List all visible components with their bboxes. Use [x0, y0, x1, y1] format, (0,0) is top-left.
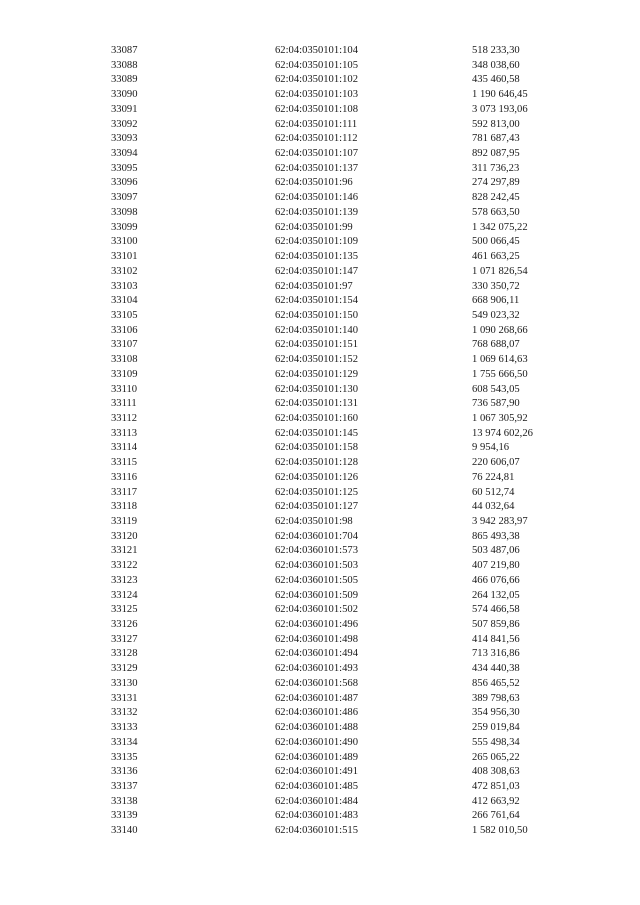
cadastral-number: 62:04:0360101:509 — [275, 589, 358, 601]
cadastral-value: 828 242,45 — [472, 192, 520, 204]
cadastral-value: 330 350,72 — [472, 280, 520, 292]
table-row — [0, 456, 640, 471]
cadastral-value: 274 297,89 — [472, 177, 520, 189]
cadastral-number: 62:04:0360101:489 — [275, 751, 358, 763]
cadastral-value: 311 736,23 — [472, 162, 520, 174]
row-number: 33097 — [111, 192, 138, 204]
cadastral-value: 389 798,63 — [472, 692, 520, 704]
cadastral-number: 62:04:0350101:112 — [275, 133, 358, 145]
cadastral-value: 259 019,84 — [472, 722, 520, 734]
row-number: 33113 — [111, 427, 138, 439]
cadastral-value: 549 023,32 — [472, 309, 520, 321]
table-row — [0, 73, 640, 88]
table-row — [0, 574, 640, 589]
row-number: 33105 — [111, 309, 138, 321]
table-row — [0, 427, 640, 442]
row-number: 33109 — [111, 368, 138, 380]
table-row — [0, 824, 640, 839]
cadastral-value: 9 954,16 — [472, 442, 510, 454]
cadastral-value: 220 606,07 — [472, 457, 520, 469]
table-row — [0, 221, 640, 236]
table-row — [0, 147, 640, 162]
row-number: 33139 — [111, 810, 138, 822]
table-row — [0, 721, 640, 736]
row-number: 33127 — [111, 633, 138, 645]
row-number: 33107 — [111, 339, 138, 351]
table-row — [0, 280, 640, 295]
row-number: 33115 — [111, 457, 138, 469]
cadastral-value: 407 219,80 — [472, 560, 520, 572]
row-number: 33119 — [111, 516, 138, 527]
cadastral-number: 62:04:0350101:146 — [275, 192, 358, 204]
cadastral-number: 62:04:0350101:154 — [275, 295, 358, 307]
cadastral-value: 408 308,63 — [472, 766, 520, 778]
row-number: 33118 — [111, 501, 138, 513]
row-number: 33106 — [111, 324, 138, 336]
row-number: 33138 — [111, 795, 138, 807]
row-number: 33137 — [111, 780, 138, 792]
table-row — [0, 515, 640, 530]
cadastral-value: 1 342 075,22 — [472, 221, 528, 233]
cadastral-value: 668 906,11 — [472, 295, 520, 307]
cadastral-number: 62:04:0350101:160 — [275, 412, 358, 424]
table-row — [0, 383, 640, 398]
row-number: 33110 — [111, 383, 138, 395]
cadastral-number: 62:04:0360101:496 — [275, 619, 358, 631]
cadastral-value: 414 841,56 — [472, 633, 520, 645]
table-row — [0, 677, 640, 692]
table-row — [0, 706, 640, 721]
cadastral-value: 608 543,05 — [472, 383, 520, 395]
table-row — [0, 44, 640, 59]
row-number: 33129 — [111, 663, 138, 675]
cadastral-number: 62:04:0350101:99 — [275, 221, 353, 233]
row-number: 33098 — [111, 206, 138, 218]
table-row — [0, 780, 640, 795]
cadastral-value: 472 851,03 — [472, 780, 520, 792]
cadastral-value: 466 076,66 — [472, 574, 520, 586]
table-row — [0, 118, 640, 133]
cadastral-number: 62:04:0360101:568 — [275, 677, 358, 689]
cadastral-value: 13 974 602,26 — [472, 427, 533, 439]
cadastral-number: 62:04:0350101:147 — [275, 265, 358, 277]
cadastral-number: 62:04:0350101:105 — [275, 59, 358, 71]
cadastral-value-table — [0, 44, 640, 839]
cadastral-number: 62:04:0360101:505 — [275, 574, 358, 586]
cadastral-value: 768 688,07 — [472, 339, 520, 351]
row-number: 33100 — [111, 236, 138, 248]
table-row — [0, 751, 640, 766]
cadastral-value: 856 465,52 — [472, 677, 520, 689]
table-row — [0, 309, 640, 324]
row-number: 33091 — [111, 103, 138, 115]
cadastral-number: 62:04:0350101:131 — [275, 398, 358, 410]
table-row — [0, 589, 640, 604]
cadastral-number: 62:04:0350101:96 — [275, 177, 353, 189]
table-row — [0, 88, 640, 103]
cadastral-number: 62:04:0350101:98 — [275, 516, 353, 527]
cadastral-value: 1 190 646,45 — [472, 89, 528, 101]
table-row — [0, 765, 640, 780]
cadastral-number: 62:04:0350101:137 — [275, 162, 358, 174]
cadastral-number: 62:04:0360101:494 — [275, 648, 358, 660]
row-number: 33094 — [111, 148, 138, 160]
cadastral-number: 62:04:0350101:103 — [275, 89, 358, 101]
cadastral-value: 1 071 826,54 — [472, 265, 528, 277]
row-number: 33130 — [111, 677, 138, 689]
cadastral-number: 62:04:0350101:125 — [275, 486, 358, 498]
row-number: 33122 — [111, 560, 138, 572]
cadastral-value: 555 498,34 — [472, 736, 520, 748]
row-number: 33125 — [111, 604, 138, 616]
cadastral-number: 62:04:0350101:135 — [275, 251, 358, 263]
table-row — [0, 471, 640, 486]
row-number: 33128 — [111, 648, 138, 660]
cadastral-number: 62:04:0350101:152 — [275, 354, 358, 366]
cadastral-value: 3 073 193,06 — [472, 103, 528, 115]
cadastral-number: 62:04:0360101:490 — [275, 736, 358, 748]
row-number: 33108 — [111, 354, 138, 366]
table-row — [0, 441, 640, 456]
row-number: 33088 — [111, 59, 138, 71]
cadastral-number: 62:04:0360101:483 — [275, 810, 358, 822]
cadastral-value: 500 066,45 — [472, 236, 520, 248]
row-number: 33104 — [111, 295, 138, 307]
cadastral-value: 265 065,22 — [472, 751, 520, 763]
row-number: 33111 — [111, 398, 137, 410]
cadastral-number: 62:04:0350101:130 — [275, 383, 358, 395]
row-number: 33136 — [111, 766, 138, 778]
cadastral-number: 62:04:0350101:145 — [275, 427, 358, 439]
cadastral-number: 62:04:0350101:102 — [275, 74, 358, 86]
table-row — [0, 132, 640, 147]
cadastral-number: 62:04:0360101:486 — [275, 707, 358, 719]
cadastral-number: 62:04:0350101:140 — [275, 324, 358, 336]
cadastral-number: 62:04:0350101:150 — [275, 309, 358, 321]
row-number: 33103 — [111, 280, 138, 292]
row-number: 33124 — [111, 589, 138, 601]
table-row — [0, 530, 640, 545]
cadastral-number: 62:04:0360101:491 — [275, 766, 358, 778]
cadastral-value: 354 956,30 — [472, 707, 520, 719]
table-row — [0, 235, 640, 250]
table-row — [0, 206, 640, 221]
row-number: 33114 — [111, 442, 138, 454]
cadastral-number: 62:04:0360101:485 — [275, 780, 358, 792]
cadastral-value: 435 460,58 — [472, 74, 520, 86]
cadastral-number: 62:04:0360101:487 — [275, 692, 358, 704]
cadastral-value: 76 224,81 — [472, 471, 515, 483]
cadastral-number: 62:04:0360101:488 — [275, 722, 358, 734]
row-number: 33101 — [111, 251, 138, 263]
table-row — [0, 191, 640, 206]
table-row — [0, 500, 640, 515]
cadastral-number: 62:04:0350101:126 — [275, 471, 358, 483]
cadastral-value: 1 069 614,63 — [472, 354, 528, 366]
table-row — [0, 103, 640, 118]
cadastral-value: 1 090 268,66 — [472, 324, 528, 336]
cadastral-value: 1 755 666,50 — [472, 368, 528, 380]
table-row — [0, 618, 640, 633]
table-row — [0, 809, 640, 824]
cadastral-value: 1 067 305,92 — [472, 412, 528, 424]
table-row — [0, 59, 640, 74]
cadastral-value: 574 466,58 — [472, 604, 520, 616]
cadastral-number: 62:04:0350101:109 — [275, 236, 358, 248]
row-number: 33112 — [111, 412, 138, 424]
table-row — [0, 647, 640, 662]
row-number: 33116 — [111, 471, 138, 483]
cadastral-value: 1 582 010,50 — [472, 825, 528, 837]
cadastral-number: 62:04:0350101:97 — [275, 280, 353, 292]
table-row — [0, 559, 640, 574]
cadastral-number: 62:04:0350101:158 — [275, 442, 358, 454]
cadastral-value: 507 859,86 — [472, 619, 520, 631]
table-row — [0, 397, 640, 412]
cadastral-value: 3 942 283,97 — [472, 516, 528, 527]
cadastral-number: 62:04:0350101:129 — [275, 368, 358, 380]
cadastral-number: 62:04:0350101:108 — [275, 103, 358, 115]
row-number: 33089 — [111, 74, 138, 86]
cadastral-value: 44 032,64 — [472, 501, 515, 513]
cadastral-number: 62:04:0360101:704 — [275, 530, 358, 542]
table-row — [0, 265, 640, 280]
row-number: 33135 — [111, 751, 138, 763]
table-row — [0, 353, 640, 368]
cadastral-value: 736 587,90 — [472, 398, 520, 410]
cadastral-number: 62:04:0360101:573 — [275, 545, 358, 557]
row-number: 33092 — [111, 118, 138, 130]
table-row — [0, 176, 640, 191]
table-row — [0, 338, 640, 353]
cadastral-value: 348 038,60 — [472, 59, 520, 71]
table-row — [0, 633, 640, 648]
row-number: 33102 — [111, 265, 138, 277]
cadastral-number: 62:04:0350101:107 — [275, 148, 358, 160]
table-row — [0, 162, 640, 177]
cadastral-value: 461 663,25 — [472, 251, 520, 263]
cadastral-value: 592 813,00 — [472, 118, 520, 130]
cadastral-value: 578 663,50 — [472, 206, 520, 218]
row-number: 33099 — [111, 221, 138, 233]
cadastral-value: 518 233,30 — [472, 45, 520, 56]
cadastral-number: 62:04:0350101:128 — [275, 457, 358, 469]
cadastral-number: 62:04:0360101:493 — [275, 663, 358, 675]
cadastral-number: 62:04:0350101:139 — [275, 206, 358, 218]
table-row — [0, 294, 640, 309]
row-number: 33096 — [111, 177, 138, 189]
cadastral-number: 62:04:0360101:484 — [275, 795, 358, 807]
table-row — [0, 603, 640, 618]
cadastral-number: 62:04:0350101:111 — [275, 118, 358, 130]
cadastral-number: 62:04:0350101:151 — [275, 339, 358, 351]
row-number: 33140 — [111, 825, 138, 837]
cadastral-value: 60 512,74 — [472, 486, 515, 498]
row-number: 33121 — [111, 545, 138, 557]
row-number: 33133 — [111, 722, 138, 734]
row-number: 33123 — [111, 574, 138, 586]
row-number: 33134 — [111, 736, 138, 748]
table-row — [0, 368, 640, 383]
cadastral-value: 264 132,05 — [472, 589, 520, 601]
row-number: 33095 — [111, 162, 138, 174]
table-row — [0, 324, 640, 339]
row-number: 33087 — [111, 45, 138, 56]
cadastral-value: 412 663,92 — [472, 795, 520, 807]
cadastral-value: 781 687,43 — [472, 133, 520, 145]
cadastral-value: 892 087,95 — [472, 148, 520, 160]
row-number: 33132 — [111, 707, 138, 719]
table-row — [0, 544, 640, 559]
table-row — [0, 795, 640, 810]
table-row — [0, 692, 640, 707]
row-number: 33131 — [111, 692, 138, 704]
cadastral-number: 62:04:0360101:502 — [275, 604, 358, 616]
cadastral-number: 62:04:0360101:503 — [275, 560, 358, 572]
row-number: 33126 — [111, 619, 138, 631]
table-row — [0, 736, 640, 751]
table-row — [0, 412, 640, 427]
row-number: 33120 — [111, 530, 138, 542]
cadastral-value: 865 493,38 — [472, 530, 520, 542]
table-row — [0, 250, 640, 265]
cadastral-value: 713 316,86 — [472, 648, 520, 660]
row-number: 33090 — [111, 89, 138, 101]
cadastral-number: 62:04:0360101:515 — [275, 825, 358, 837]
cadastral-number: 62:04:0350101:127 — [275, 501, 358, 513]
row-number: 33117 — [111, 486, 138, 498]
cadastral-value: 434 440,38 — [472, 663, 520, 675]
cadastral-number: 62:04:0350101:104 — [275, 45, 358, 56]
row-number: 33093 — [111, 133, 138, 145]
table-row — [0, 662, 640, 677]
table-row — [0, 486, 640, 501]
cadastral-value: 503 487,06 — [472, 545, 520, 557]
cadastral-value: 266 761,64 — [472, 810, 520, 822]
cadastral-number: 62:04:0360101:498 — [275, 633, 358, 645]
